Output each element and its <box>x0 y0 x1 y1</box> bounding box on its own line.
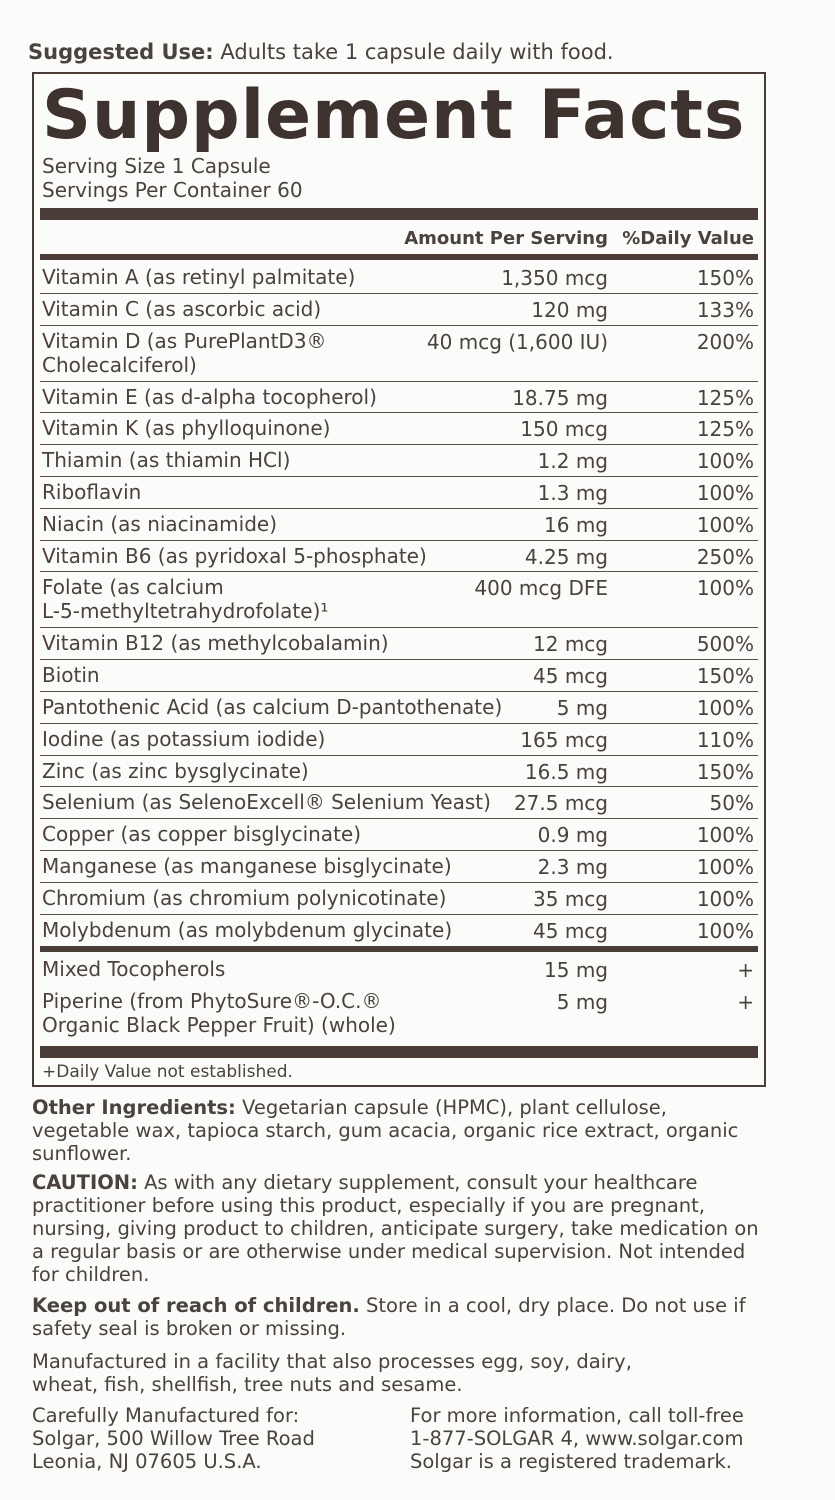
nutrient-name: Niacin (as niacinamide) <box>42 511 278 536</box>
nutrient-daily-value: 100% <box>696 449 754 474</box>
nutrient-name: Biotin <box>42 663 100 688</box>
nutrient-name: Vitamin D (as PurePlantD3® Cholecalciferol) <box>42 328 327 377</box>
nutrient-row <box>40 294 758 326</box>
extra-ingredient-name: Piperine (from PhytoSure®-O.C.® Organic Black Pepper Fruit) (whole) <box>42 988 396 1037</box>
nutrient-name: Riboflavin <box>42 479 142 504</box>
divider-medium <box>40 946 758 952</box>
nutrient-row <box>40 262 758 294</box>
nutrient-amount: 165 mcg <box>520 727 608 752</box>
nutrient-row <box>40 819 758 851</box>
nutrient-daily-value: 150% <box>696 664 754 689</box>
extra-ingredient-daily-value: + <box>737 989 754 1014</box>
nutrient-daily-value: 133% <box>696 297 754 322</box>
nutrient-daily-value: 100% <box>696 854 754 879</box>
nutrient-name: Molybdenum (as molybdenum glycinate) <box>42 917 453 942</box>
nutrient-amount: 40 mcg (1,600 IU) <box>426 329 608 354</box>
nutrient-name: Vitamin B12 (as methylcobalamin) <box>42 631 389 656</box>
nutrient-daily-value: 100% <box>696 576 754 601</box>
nutrient-daily-value: 110% <box>696 727 754 752</box>
contact-info: For more information, call toll-free 1-877-SOLGAR 4, www.solgar.com Solgar is a registered trademark. <box>410 1404 744 1473</box>
nutrient-amount: 5 mg <box>556 695 608 720</box>
header-amount: Amount Per Serving <box>404 228 608 249</box>
other-ingredients <box>32 1096 767 1165</box>
supplement-facts-panel <box>32 72 766 1087</box>
nutrient-row <box>40 572 758 628</box>
extra-ingredient-row <box>40 986 758 1042</box>
extra-ingredient-row <box>40 954 758 986</box>
nutrient-name: Iodine (as potassium iodide) <box>42 726 326 751</box>
caution-block <box>32 1171 767 1286</box>
suggested-use-text: Adults take 1 capsule daily with food. <box>220 40 614 64</box>
nutrient-name: Vitamin E (as d-alpha tocopherol) <box>42 384 377 409</box>
extra-ingredient-name: Mixed Tocopherols <box>42 957 226 981</box>
nutrient-row <box>40 756 758 788</box>
nutrient-row <box>40 382 758 414</box>
nutrient-name: Pantothenic Acid (as calcium D-pantothenate) <box>42 694 503 719</box>
nutrient-row <box>40 445 758 477</box>
nutrient-daily-value: 150% <box>696 759 754 784</box>
keep-out-of-reach <box>32 1294 767 1340</box>
nutrient-amount: 400 mcg DFE <box>474 576 608 601</box>
nutrient-name: Manganese (as manganese bisglycinate) <box>42 853 452 878</box>
nutrient-amount: 27.5 mcg <box>513 791 608 816</box>
nutrient-daily-value: 100% <box>696 918 754 943</box>
nutrient-daily-value: 100% <box>696 512 754 537</box>
nutrient-amount: 2.3 mg <box>537 854 608 879</box>
nutrient-daily-value: 200% <box>696 329 754 354</box>
extra-ingredient-daily-value: + <box>737 958 754 982</box>
nutrient-name: Folate (as calcium L-5-methyltetrahydrofolate)¹ <box>42 575 329 624</box>
nutrient-amount: 12 mcg <box>533 632 608 657</box>
nutrient-row <box>40 883 758 915</box>
nutrient-table <box>40 262 758 946</box>
extra-ingredient-amount: 15 mg <box>544 958 608 982</box>
nutrient-name: Vitamin K (as phylloquinone) <box>42 416 331 441</box>
nutrient-daily-value: 125% <box>696 417 754 442</box>
nutrient-name: Vitamin C (as ascorbic acid) <box>42 296 322 321</box>
nutrient-amount: 45 mcg <box>533 918 608 943</box>
nutrient-name: Selenium (as SelenoExcell® Selenium Yeast) <box>42 790 491 815</box>
nutrient-row <box>40 787 758 819</box>
divider-thick <box>40 208 758 220</box>
nutrient-name: Vitamin A (as retinyl palmitate) <box>42 265 356 289</box>
nutrient-row <box>40 660 758 692</box>
nutrient-row <box>40 413 758 445</box>
caution-text: As with any dietary supplement, consult your healthcare practitioner before using this product, especially if you are pregnant, nursing, giving product to children, anticipate surgery, take medication on a regular basis or are otherwise under medical supervision. Not intended for children. <box>32 1171 759 1286</box>
facts-header-row <box>40 224 758 252</box>
nutrient-daily-value: 100% <box>696 695 754 720</box>
nutrient-amount: 35 mcg <box>533 886 608 911</box>
nutrient-amount: 1.3 mg <box>537 480 608 505</box>
manufacturer-address: Carefully Manufactured for: Solgar, 500 Willow Tree Road Leonia, NJ 07605 U.S.A. <box>32 1404 315 1473</box>
nutrient-amount: 150 mcg <box>520 417 608 442</box>
nutrient-daily-value: 500% <box>696 632 754 657</box>
keep-out-text: Store in a cool, dry place. Do not use if safety seal is broken or missing. <box>32 1294 746 1340</box>
suggested-use-label: Suggested Use: <box>28 40 214 64</box>
suggested-use <box>28 38 614 66</box>
nutrient-daily-value: 100% <box>696 480 754 505</box>
nutrient-amount: 16.5 mg <box>524 759 608 784</box>
other-ingredients-label: Other Ingredients: <box>32 1096 236 1119</box>
nutrient-daily-value: 125% <box>696 385 754 410</box>
nutrient-amount: 18.75 mg <box>512 385 608 410</box>
facility-statement: Manufactured in a facility that also processes egg, soy, dairy, wheat, fish, shellfish, tree nuts and sesame. <box>32 1350 632 1396</box>
nutrient-amount: 120 mg <box>531 297 608 322</box>
other-ingredients-text: Vegetarian capsule (HPMC), plant cellulose, vegetable wax, tapioca starch, gum acacia, organic rice extract, organic sunflower. <box>32 1096 739 1165</box>
nutrient-row <box>40 851 758 883</box>
nutrient-row <box>40 724 758 756</box>
daily-value-footnote: +Daily Value not established. <box>42 1062 293 1082</box>
nutrient-name: Chromium (as chromium polynicotinate) <box>42 885 447 910</box>
nutrient-daily-value: 50% <box>709 791 754 816</box>
facts-title: Supplement Facts <box>42 76 746 155</box>
nutrient-name: Thiamin (as thiamin HCl) <box>42 448 291 473</box>
header-daily-value: %Daily Value <box>622 228 754 249</box>
caution-label: CAUTION: <box>32 1171 138 1194</box>
nutrient-row <box>40 692 758 724</box>
servings-per-container: Servings Per Container 60 <box>42 178 303 202</box>
nutrient-daily-value: 250% <box>696 544 754 569</box>
nutrient-name: Vitamin B6 (as pyridoxal 5-phosphate) <box>42 543 427 568</box>
nutrient-amount: 4.25 mg <box>524 544 608 569</box>
nutrient-amount: 16 mg <box>544 512 608 537</box>
extra-ingredients-table <box>40 954 758 1042</box>
nutrient-name: Copper (as copper bisglycinate) <box>42 822 362 847</box>
nutrient-name: Zinc (as zinc bysglycinate) <box>42 758 309 783</box>
nutrient-daily-value: 100% <box>696 886 754 911</box>
nutrient-daily-value: 150% <box>696 266 754 290</box>
nutrient-row <box>40 477 758 509</box>
nutrient-amount: 45 mcg <box>533 664 608 689</box>
keep-out-label: Keep out of reach of children. <box>32 1294 360 1317</box>
extra-ingredient-amount: 5 mg <box>556 989 608 1014</box>
nutrient-amount: 0.9 mg <box>537 823 608 848</box>
nutrient-row <box>40 628 758 660</box>
nutrient-row <box>40 541 758 573</box>
divider-medium <box>40 254 758 260</box>
nutrient-row <box>40 915 758 947</box>
serving-size: Serving Size 1 Capsule <box>42 154 271 178</box>
divider-thick <box>40 1046 758 1058</box>
nutrient-daily-value: 100% <box>696 823 754 848</box>
nutrient-row <box>40 326 758 382</box>
nutrient-amount: 1,350 mcg <box>501 266 608 290</box>
nutrient-amount: 1.2 mg <box>537 449 608 474</box>
nutrient-row <box>40 509 758 541</box>
